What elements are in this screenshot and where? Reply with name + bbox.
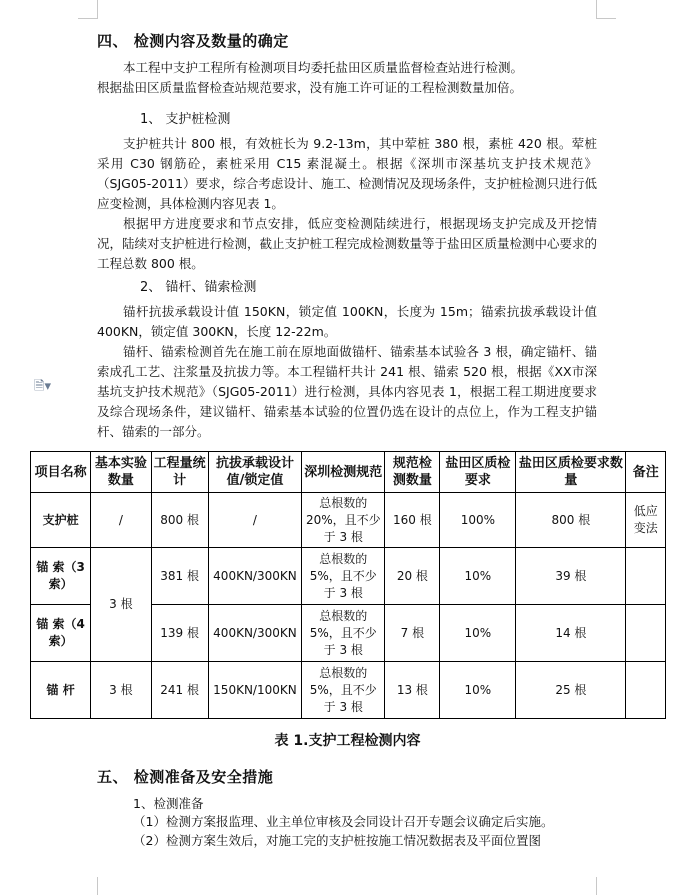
cell-qty: 800 根 [151,493,208,548]
header-yantian-qty: 盐田区质检要求数量 [516,452,626,493]
cell-req: 10% [440,548,516,605]
cell-item: 锚 杆 [31,662,91,719]
cell-basic: 3 根 [91,662,151,719]
cell-spec: 总根数的5%，且不少于 3 根 [302,548,385,605]
cell-qty: 241 根 [151,662,208,719]
inspection-table [30,451,666,719]
cell-design: 150KN/100KN [208,662,302,719]
header-item: 项目名称 [31,452,91,493]
cell-spec: 总根数的5%，且不少于 3 根 [302,605,385,662]
document-icon[interactable]: 🗎▾ [34,379,51,394]
prep-item-2: （2）检测方案生效后，对施工完的支护桩按施工情况数据表及平面位置图 [133,833,541,848]
header-note: 备注 [626,452,666,493]
subsection-1-body [97,134,597,274]
section-4-heading: 四、 检测内容及数量的确定 [97,32,289,50]
cell-spec-qty: 13 根 [385,662,440,719]
cell-design: / [208,493,302,548]
crop-mark-top-left-v [97,0,98,18]
cell-qty: 381 根 [151,548,208,605]
cell-note: 低应变法 [626,493,666,548]
cell-note [626,662,666,719]
cell-qty: 139 根 [151,605,208,662]
pile-paragraph-2: 根据甲方进度要求和节点安排，低应变检测陆续进行，根据现场支护完成及开挖情况，陆续对支护桩进行检测，截止支护桩工程完成检测数量等于盐田区质量检测中心要求的工程总数 800 根。 [97,216,598,271]
table-row [31,493,666,548]
intro-line-2: 根据盐田区质量监督检查站规范要求，没有施工许可证的工程检测数量加倍。 [97,80,523,95]
intro-line-1: 本工程中支护工程所有检测项目均委托盐田区质量监督检查站进行检测。 [123,60,524,75]
cell-spec: 总根数的20%，且不少于 3 根 [302,493,385,548]
prep-item-1: （1）检测方案报监理、业主单位审核及会同设计召开专题会议确定后实施。 [133,814,554,829]
header-spec-quantity: 规范检测数量 [385,452,440,493]
table-row [31,662,666,719]
cell-req-qty: 25 根 [516,662,626,719]
subsection-1-heading: 1、 支护桩检测 [140,112,231,127]
cell-req-qty: 39 根 [516,548,626,605]
crop-mark-top-right-v [596,0,597,18]
subsection-2-heading: 2、 锚杆、锚索检测 [140,280,257,295]
crop-mark-bottom-left [97,877,98,895]
table-caption: 表 1.支护工程检测内容 [274,733,421,749]
cell-req-qty: 14 根 [516,605,626,662]
cell-design: 400KN/300KN [208,605,302,662]
cell-spec: 总根数的5%，且不少于 3 根 [302,662,385,719]
cell-req: 10% [440,662,516,719]
cell-req-qty: 800 根 [516,493,626,548]
pile-paragraph-1: 支护桩共计 800 根，有效桩长为 9.2-13m，其中荤桩 380 根，素桩 420 根。荤桩采用 C30 钢筋砼，素桩采用 C15 素混凝土。根据《深圳市深基坑支护技术规范》（SJG05-2011）要求，综合考虑设计、施工、检测情况及现场条件，支护桩检测只进行低应变检测，具体检测内容见表 1。 [97,136,597,211]
cell-design: 400KN/300KN [208,548,302,605]
header-yantian-req: 盐田区质检要求 [440,452,516,493]
prep-subheading: 1、检测准备 [133,796,204,811]
cell-req: 10% [440,605,516,662]
cell-basic: / [91,493,151,548]
header-quantity: 工程量统计 [151,452,208,493]
cell-item: 支护桩 [31,493,91,548]
cell-spec-qty: 20 根 [385,548,440,605]
cell-spec-qty: 160 根 [385,493,440,548]
section-5-heading: 五、 检测准备及安全措施 [97,768,274,786]
cell-item: 锚 索（4索） [31,605,91,662]
cell-note [626,548,666,605]
crop-mark-top-right-h [596,18,616,19]
header-design-value: 抗拔承载设计值/锁定值 [208,452,302,493]
section-4-intro [97,58,597,98]
crop-mark-bottom-right [596,877,597,895]
cell-note [626,605,666,662]
cell-spec-qty: 7 根 [385,605,440,662]
cell-req: 100% [440,493,516,548]
header-shenzhen-spec: 深圳检测规范 [302,452,385,493]
cell-item: 锚 索（3索） [31,548,91,605]
anchor-paragraph-1: 锚杆抗拔承载设计值 150KN，锁定值 100KN，长度为 15m；锚索抗拔承载设计值 400KN，锁定值 300KN，长度 12-22m。 [97,304,597,339]
cell-basic: 3 根 [91,548,151,662]
anchor-paragraph-2: 锚杆、锚索检测首先在施工前在原地面做锚杆、锚索基本试验各 3 根，确定锚杆、锚索成孔工艺、注浆量及抗拔力等。本工程锚杆共计 241 根、锚索 520 根，根据《XX市深基坑支护技术规范》（SJG05-2011）进行检测，具体内容见表 1，根据工程工期进度要求及综合现场条件，建议锚杆、锚索基本试验的位置仍选在设计的点位上，作为工程支护锚杆、锚索的一部分。 [97,344,597,439]
table-row [31,548,666,605]
subsection-2-body [97,302,597,442]
table-header-row [31,452,666,493]
header-basic-test: 基本实验数量 [91,452,151,493]
crop-mark-top-left-h [78,18,98,19]
